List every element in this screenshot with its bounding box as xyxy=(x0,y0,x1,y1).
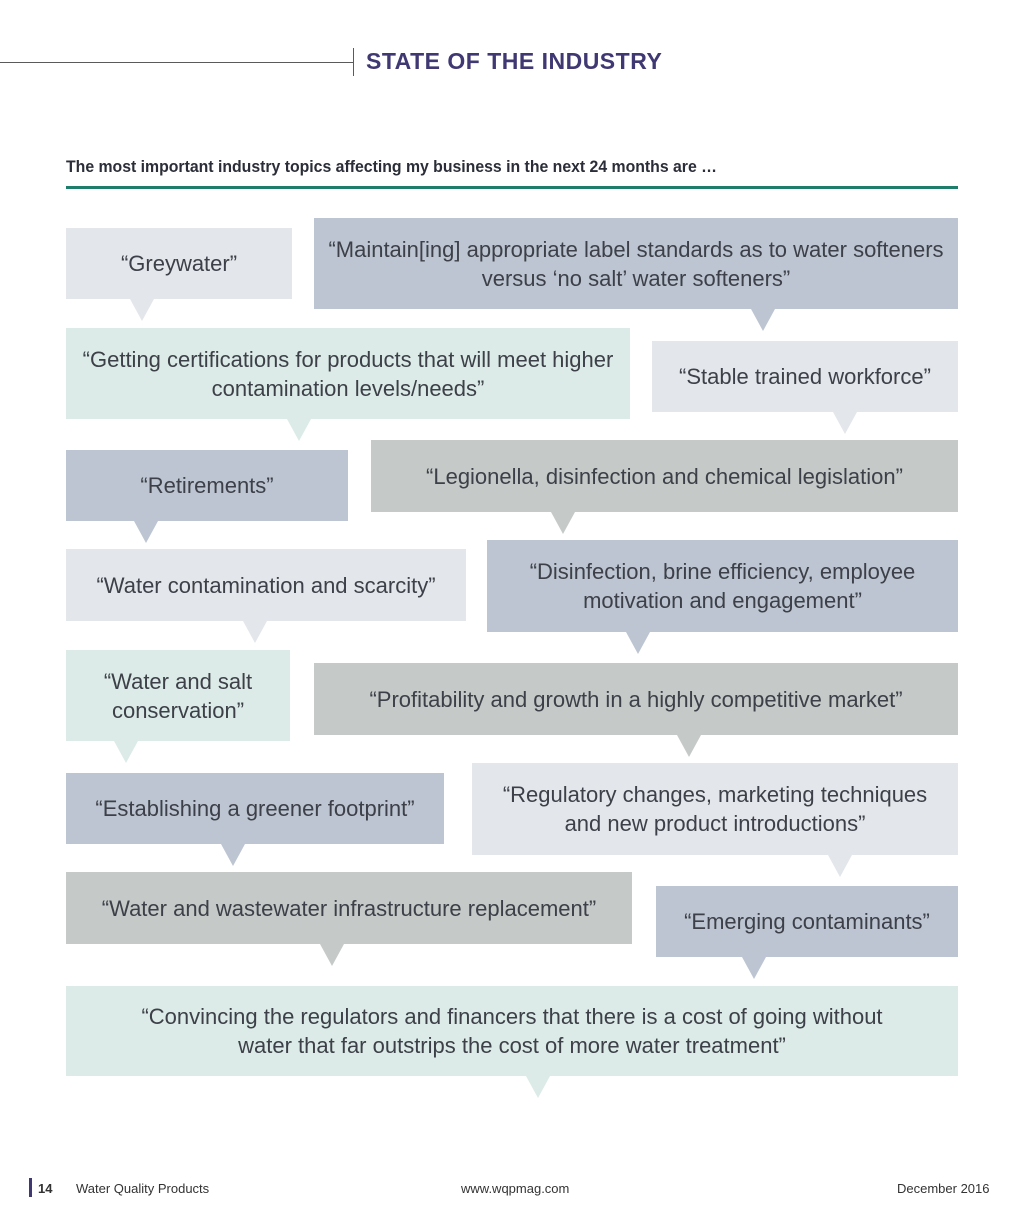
quote-bubble xyxy=(66,228,292,299)
header-rule xyxy=(0,62,353,63)
quote-bubble xyxy=(66,450,348,521)
quote-bubble xyxy=(652,341,958,412)
page-number: 14 xyxy=(38,1181,53,1196)
quote-text: “Emerging contaminants” xyxy=(684,909,930,934)
quote-bubble xyxy=(66,986,958,1076)
bubble-tail xyxy=(221,844,245,866)
bubble-tail xyxy=(833,412,857,434)
quote-bubble xyxy=(314,218,958,309)
bubble-tail xyxy=(287,419,311,441)
quote-text: “Water and wastewater infrastructure replacement” xyxy=(101,895,597,921)
quote-bubble xyxy=(371,440,958,512)
bubble-tail xyxy=(130,299,154,321)
quote-bubble xyxy=(472,763,958,855)
quote-bubble xyxy=(66,650,290,741)
quote-text: “Greywater” xyxy=(120,251,238,276)
header-divider xyxy=(353,48,354,76)
quote-bubble xyxy=(66,773,444,844)
quote-bubble xyxy=(314,663,958,735)
website-url: www.wqpmag.com xyxy=(461,1181,570,1196)
bubble-tail xyxy=(551,512,575,534)
quote-text: “Disinfection, brine efficiency, employee motivation and engagement” xyxy=(529,559,916,613)
quote-text: “Convincing the regulators and financers that there is a cost of going without water that far outstrips the cost of more water treatment” xyxy=(141,1004,883,1058)
bubble-tail xyxy=(134,521,158,543)
quote-text: “Water contamination and scarcity” xyxy=(96,572,436,598)
issue-date: December 2016 xyxy=(897,1181,990,1196)
bubble-tail xyxy=(626,632,650,654)
quote-text: “Water and salt conservation” xyxy=(103,668,253,723)
quote-bubble xyxy=(487,540,958,632)
quote-text: “Retirements” xyxy=(140,473,274,498)
bubble-tail xyxy=(114,741,138,763)
quote-text: “Regulatory changes, marketing techniques and new product introductions” xyxy=(502,782,928,836)
bubble-tail xyxy=(243,621,267,643)
bubble-tail xyxy=(742,957,766,979)
quote-text: “Establishing a greener footprint” xyxy=(95,796,415,821)
bubble-tail xyxy=(526,1076,550,1098)
quote-text: “Stable trained workforce” xyxy=(679,364,931,389)
quote-text: “Profitability and growth in a highly competitive market” xyxy=(369,686,903,712)
quote-bubble xyxy=(66,549,466,621)
bubble-tail xyxy=(751,309,775,331)
subhead-rule xyxy=(66,186,958,189)
quote-text: “Getting certifications for products that will meet higher contamination levels/needs” xyxy=(82,346,614,401)
quote-text: “Legionella, disinfection and chemical legislation” xyxy=(426,463,903,489)
publication-name: Water Quality Products xyxy=(76,1181,210,1196)
quote-text: “Maintain[ing] appropriate label standards as to water softeners versus ‘no salt’ water softeners” xyxy=(328,236,944,291)
quote-bubble xyxy=(66,872,632,944)
bubble-tail xyxy=(828,855,852,877)
bubble-tail xyxy=(320,944,344,966)
quote-bubble xyxy=(656,886,958,957)
quote-bubble xyxy=(66,328,630,419)
bubble-tail xyxy=(677,735,701,757)
section-title: STATE OF THE INDUSTRY xyxy=(366,48,663,74)
footer-accent-bar xyxy=(29,1178,32,1197)
subhead: The most important industry topics affecting my business in the next 24 months are … xyxy=(66,157,717,176)
